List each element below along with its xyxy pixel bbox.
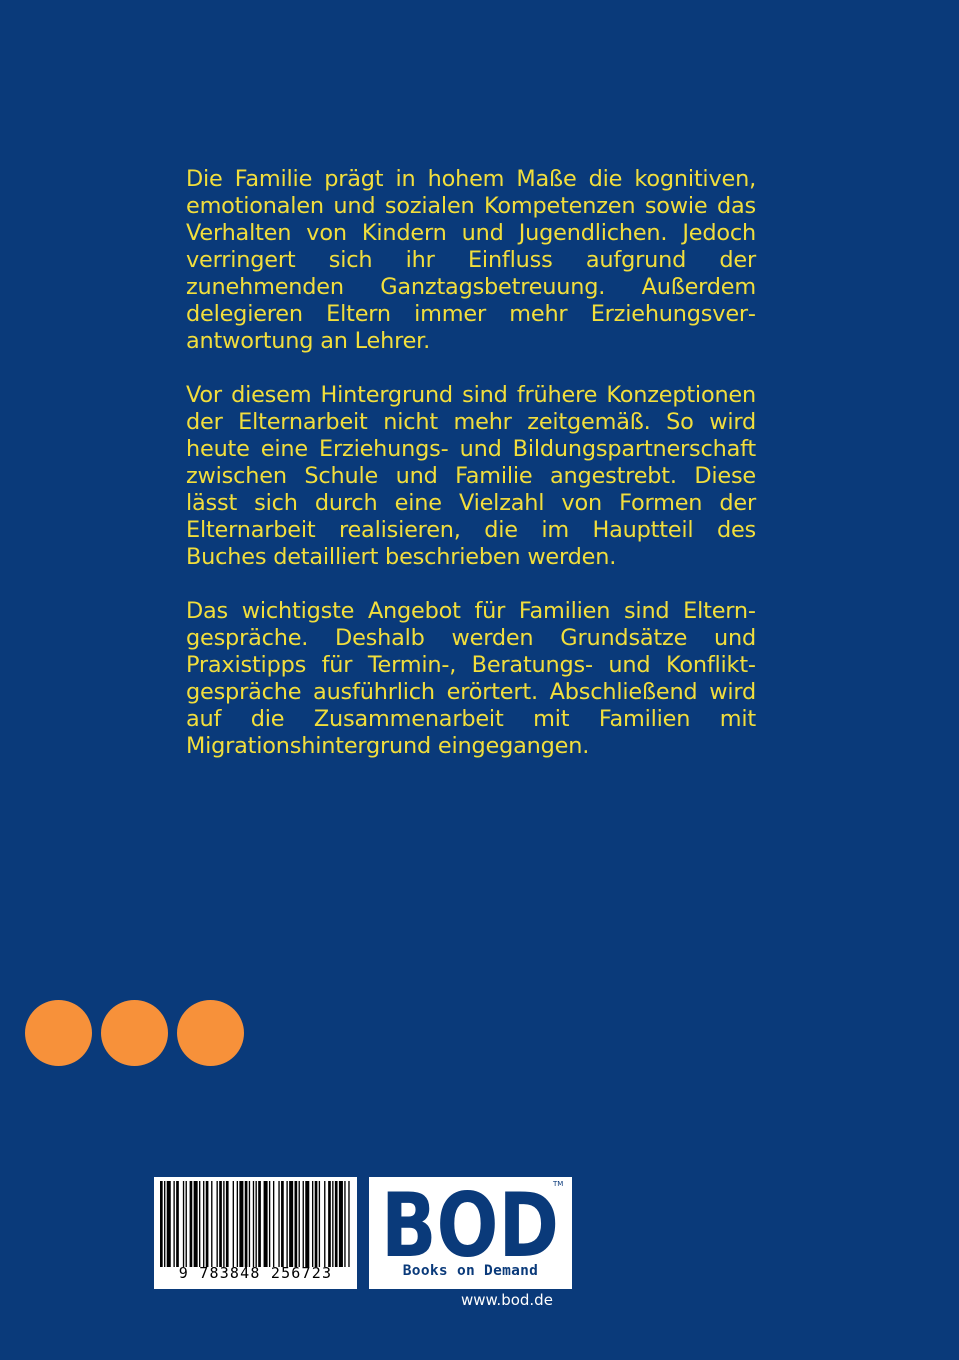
barcode-bar (176, 1181, 179, 1267)
blurb-paragraph-3: Das wichtigste Angebot für Familien sind Elterngespräche. Deshalb werden Grundsätze und Praxistipps für Termin-, Beratungs- und Konfliktgespräche ausführlich erörtert. Abschließend wird auf die Zusammenarbeit mit Familien mit Migrationshintergrund eingegangen. (186, 598, 756, 759)
blurb-paragraph-2: Vor diesem Hintergrund sind frühere Konzeptionen der Elternarbeit nicht mehr zeitgemäß. So wird heute eine Erziehungs- und Bildungspartnerschaft zwischen Schule und Familie angestrebt. Diese lässt sich durch eine Vielzahl von Formen der Elternarbeit realisieren, die im Hauptteil des Buches detailliert beschrieben werden. (186, 382, 756, 570)
barcode-bar (348, 1181, 349, 1267)
publisher-logo (369, 1177, 572, 1289)
barcode-bar (253, 1181, 254, 1267)
barcode-bar (312, 1181, 313, 1267)
barcode-bar (256, 1181, 257, 1267)
barcode-bar (273, 1181, 274, 1267)
barcode-bar (233, 1181, 234, 1267)
barcode-bar (199, 1181, 200, 1267)
barcode-bar (289, 1181, 293, 1267)
orange-dot (25, 1000, 92, 1066)
barcode-bar (335, 1181, 338, 1267)
barcode-bar (269, 1181, 270, 1267)
bod-logo-icon (381, 1180, 564, 1262)
isbn-barcode (154, 1177, 357, 1289)
barcode-bars (160, 1181, 351, 1267)
barcode-bar (299, 1181, 300, 1267)
barcode-bar (211, 1181, 212, 1267)
barcode-bar (160, 1181, 163, 1267)
barcode-bar (219, 1181, 222, 1267)
barcode-bar (226, 1181, 229, 1267)
barcode-bar (264, 1181, 268, 1267)
barcode-bar (286, 1181, 287, 1267)
orange-dot (177, 1000, 244, 1066)
barcode-bar (223, 1181, 224, 1267)
barcode-bar (206, 1181, 209, 1267)
barcode-bar (319, 1181, 320, 1267)
barcode-bar (249, 1181, 250, 1267)
barcode-bar (164, 1181, 165, 1267)
barcode-bar (186, 1181, 187, 1267)
barcode-bar (258, 1181, 261, 1267)
blurb-paragraph-1: Die Familie prägt in hohem Maße die kognitiven, emotionalen und sozialen Kompetenzen sowie das Verhalten von Kindern und Jugendlichen. Jedoch verringert sich ihr Einfluss aufgrund der zunehmenden Ganztagsbetreuung. Außerdem delegieren Eltern immer mehr Erziehungsverantwortung an Lehrer. (186, 166, 756, 354)
barcode-bar (281, 1181, 284, 1267)
barcode-bar (303, 1181, 304, 1267)
barcode-bar (194, 1181, 198, 1267)
barcode-bar (190, 1181, 193, 1267)
barcode-bar (239, 1181, 243, 1267)
publisher-url: www.bod.de (461, 1291, 553, 1309)
barcode-bar (173, 1181, 174, 1267)
barcode-bar (315, 1181, 318, 1267)
isbn-number: 9 783848 256723 (178, 1264, 333, 1282)
bod-logo-text: BOD (381, 1182, 559, 1262)
barcode-bar (183, 1181, 184, 1267)
barcode-bar (344, 1181, 345, 1267)
barcode-bar (167, 1181, 171, 1267)
barcode-bar (295, 1181, 298, 1267)
publisher-tagline: Books on Demand (402, 1263, 539, 1279)
trademark-mark: TM (553, 1180, 564, 1188)
barcode-bar (332, 1181, 333, 1267)
orange-dot (101, 1000, 168, 1066)
back-cover-blurb (186, 166, 756, 787)
barcode-bar (328, 1181, 331, 1267)
barcode-bar (245, 1181, 248, 1267)
barcode-bar (339, 1181, 343, 1267)
barcode-bar (278, 1181, 279, 1267)
barcode-bar (237, 1181, 238, 1267)
barcode-bar (324, 1181, 325, 1267)
barcode-bar (216, 1181, 217, 1267)
barcode-bar (203, 1181, 204, 1267)
barcode-bar (305, 1181, 309, 1267)
